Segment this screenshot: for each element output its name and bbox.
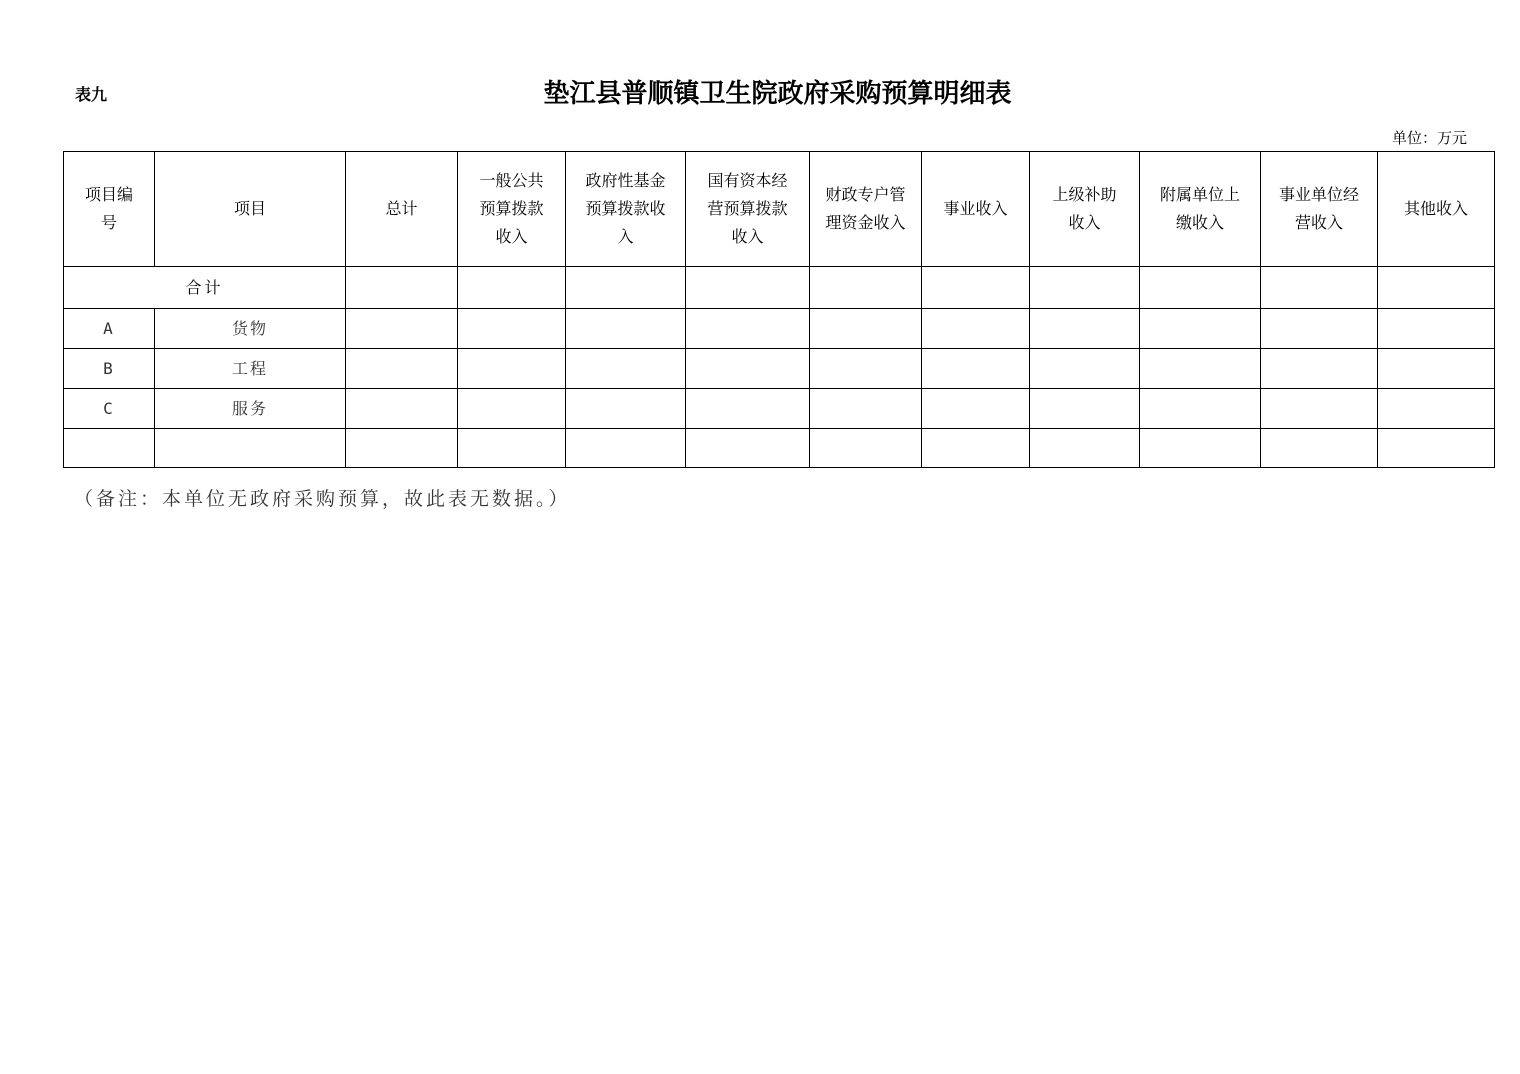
table-row: [64, 349, 1495, 389]
table-cell: [686, 267, 810, 309]
table-cell: [1140, 429, 1261, 468]
table-cell: [458, 267, 566, 309]
row-code: B: [64, 349, 155, 389]
table-cell: [922, 349, 1030, 389]
table-cell: [810, 267, 922, 309]
header-public-institution-operating: 事业单位经营收入: [1261, 152, 1378, 267]
row-code: A: [64, 309, 155, 349]
procurement-budget-table: [63, 151, 1495, 468]
table-cell: [346, 309, 458, 349]
header-other-income: 其他收入: [1378, 152, 1495, 267]
table-cell: [686, 349, 810, 389]
total-label: 合计: [64, 267, 346, 309]
table-cell: [346, 349, 458, 389]
table-cell: [1140, 349, 1261, 389]
table-header-row: [64, 152, 1495, 267]
row-name: 货物: [155, 309, 346, 349]
table-cell: [1030, 309, 1140, 349]
table-cell: [810, 429, 922, 468]
table-cell: [566, 429, 686, 468]
table-cell: [686, 309, 810, 349]
table-number-label: 表九: [75, 85, 108, 104]
header-project-code: 项目编号: [64, 152, 155, 267]
table-cell: [922, 429, 1030, 468]
table-row: [64, 429, 1495, 468]
header-state-capital-budget: 国有资本经营预算拨款收入: [686, 152, 810, 267]
table-cell: [346, 429, 458, 468]
table-cell: [1378, 349, 1495, 389]
table-cell: [1140, 309, 1261, 349]
table-cell: [810, 309, 922, 349]
table-cell: [922, 389, 1030, 429]
table-cell: [1030, 389, 1140, 429]
table-cell: [346, 389, 458, 429]
table-cell: [810, 389, 922, 429]
table-cell: [922, 309, 1030, 349]
table-cell: [566, 267, 686, 309]
unit-label: 单位：万元: [1391, 129, 1467, 147]
table-cell: [1261, 349, 1378, 389]
table-cell: [1030, 429, 1140, 468]
header-fiscal-special-account: 财政专户管理资金收入: [810, 152, 922, 267]
table-cell: [1378, 389, 1495, 429]
table-cell: [1378, 267, 1495, 309]
table-cell: [1261, 429, 1378, 468]
table-row: [64, 389, 1495, 429]
header-business-income: 事业收入: [922, 152, 1030, 267]
row-name: 服务: [155, 389, 346, 429]
row-code: [64, 429, 155, 468]
footnote: （备注：本单位无政府采购预算，故此表无数据。）: [74, 488, 571, 510]
table-cell: [566, 389, 686, 429]
header-general-public-budget: 一般公共预算拨款收入: [458, 152, 566, 267]
table-cell: [686, 429, 810, 468]
table-row: [64, 309, 1495, 349]
table-cell: [686, 389, 810, 429]
page-title: 垫江县普顺镇卫生院政府采购预算明细表: [543, 79, 1012, 109]
table-cell: [346, 267, 458, 309]
table-cell: [458, 309, 566, 349]
table-cell: [566, 309, 686, 349]
total-row: [64, 267, 1495, 309]
table-cell: [1030, 267, 1140, 309]
table-cell: [458, 389, 566, 429]
header-government-fund-budget: 政府性基金预算拨款收入: [566, 152, 686, 267]
row-name: 工程: [155, 349, 346, 389]
header-affiliated-unit-remittance: 附属单位上缴收入: [1140, 152, 1261, 267]
header-superior-subsidy: 上级补助收入: [1030, 152, 1140, 267]
table-cell: [1261, 309, 1378, 349]
table-cell: [1140, 267, 1261, 309]
row-code: C: [64, 389, 155, 429]
table-cell: [810, 349, 922, 389]
table-cell: [458, 349, 566, 389]
table-cell: [566, 349, 686, 389]
table-cell: [1030, 349, 1140, 389]
table-cell: [458, 429, 566, 468]
table-cell: [1378, 309, 1495, 349]
table-cell: [1261, 389, 1378, 429]
header-project: 项目: [155, 152, 346, 267]
header-total: 总计: [346, 152, 458, 267]
row-name: [155, 429, 346, 468]
table-cell: [1140, 389, 1261, 429]
table-cell: [922, 267, 1030, 309]
table-cell: [1261, 267, 1378, 309]
table-cell: [1378, 429, 1495, 468]
